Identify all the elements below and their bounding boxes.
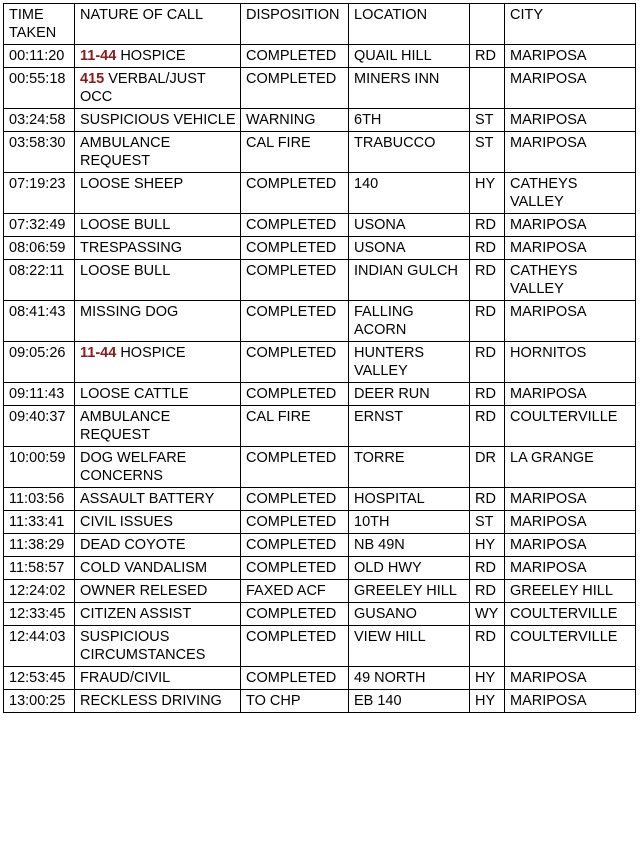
header-row (4, 4, 636, 45)
cell-nature-of-call (75, 580, 241, 603)
table-row (4, 690, 636, 713)
cell-location: FALLING ACORN (349, 301, 470, 342)
table-row (4, 109, 636, 132)
cell-nature-of-call (75, 342, 241, 383)
cell-location: HUNTERS VALLEY (349, 342, 470, 383)
cell-disposition: COMPLETED (241, 173, 349, 214)
cell-location: USONA (349, 237, 470, 260)
cell-street-suffix: RD (470, 406, 505, 447)
nature-text: CIVIL ISSUES (80, 514, 173, 530)
cell-street-suffix: WY (470, 603, 505, 626)
cell-time-taken: 08:06:59 (4, 237, 75, 260)
cell-time-taken: 11:38:29 (4, 534, 75, 557)
nature-text: MISSING DOG (80, 304, 179, 320)
cell-time-taken: 08:41:43 (4, 301, 75, 342)
table-row (4, 342, 636, 383)
cell-time-taken: 00:55:18 (4, 68, 75, 109)
cell-nature-of-call (75, 68, 241, 109)
cell-city: MARIPOSA (505, 109, 636, 132)
cell-street-suffix: DR (470, 447, 505, 488)
cell-city: MARIPOSA (505, 690, 636, 713)
cell-location: QUAIL HILL (349, 45, 470, 68)
table-row (4, 447, 636, 488)
table-row (4, 557, 636, 580)
nature-text: RECKLESS DRIVING (80, 693, 222, 709)
cell-city: LA GRANGE (505, 447, 636, 488)
call-log-table (3, 3, 636, 713)
nature-text: LOOSE SHEEP (80, 176, 184, 192)
cell-location: HOSPITAL (349, 488, 470, 511)
table-row (4, 626, 636, 667)
table-row (4, 511, 636, 534)
cell-disposition: WARNING (241, 109, 349, 132)
cell-disposition: FAXED ACF (241, 580, 349, 603)
cell-location: ERNST (349, 406, 470, 447)
call-code: 415 (80, 71, 105, 87)
cell-location: EB 140 (349, 690, 470, 713)
table-row (4, 237, 636, 260)
cell-disposition: COMPLETED (241, 447, 349, 488)
cell-location: OLD HWY (349, 557, 470, 580)
nature-text: VERBAL/JUST OCC (80, 71, 206, 105)
cell-street-suffix: RD (470, 580, 505, 603)
header-street-suffix (470, 4, 505, 45)
table-row (4, 260, 636, 301)
nature-text: LOOSE CATTLE (80, 386, 189, 402)
cell-disposition: COMPLETED (241, 383, 349, 406)
cell-nature-of-call (75, 45, 241, 68)
cell-disposition: COMPLETED (241, 603, 349, 626)
cell-disposition: COMPLETED (241, 626, 349, 667)
cell-location: 140 (349, 173, 470, 214)
cell-disposition: COMPLETED (241, 237, 349, 260)
cell-city: COULTERVILLE (505, 603, 636, 626)
table-row (4, 132, 636, 173)
table-row (4, 173, 636, 214)
cell-street-suffix (470, 68, 505, 109)
cell-street-suffix: RD (470, 301, 505, 342)
cell-street-suffix: HY (470, 690, 505, 713)
cell-street-suffix: RD (470, 260, 505, 301)
cell-street-suffix: RD (470, 45, 505, 68)
cell-street-suffix: HY (470, 667, 505, 690)
cell-location: DEER RUN (349, 383, 470, 406)
cell-location: TORRE (349, 447, 470, 488)
cell-location: GUSANO (349, 603, 470, 626)
nature-text: AMBULANCE REQUEST (80, 135, 171, 169)
cell-time-taken: 09:40:37 (4, 406, 75, 447)
cell-nature-of-call (75, 109, 241, 132)
cell-location: 6TH (349, 109, 470, 132)
nature-text: SUSPICIOUS VEHICLE (80, 112, 236, 128)
cell-nature-of-call (75, 173, 241, 214)
header-city: CITY (505, 4, 636, 45)
cell-location: 10TH (349, 511, 470, 534)
cell-nature-of-call (75, 603, 241, 626)
cell-city: MARIPOSA (505, 45, 636, 68)
cell-disposition: TO CHP (241, 690, 349, 713)
cell-city: MARIPOSA (505, 383, 636, 406)
cell-street-suffix: ST (470, 511, 505, 534)
cell-disposition: CAL FIRE (241, 406, 349, 447)
cell-nature-of-call (75, 447, 241, 488)
cell-location: NB 49N (349, 534, 470, 557)
cell-city: MARIPOSA (505, 511, 636, 534)
cell-city: MARIPOSA (505, 301, 636, 342)
cell-location: 49 NORTH (349, 667, 470, 690)
cell-nature-of-call (75, 214, 241, 237)
call-code: 11-44 (80, 345, 117, 361)
cell-nature-of-call (75, 132, 241, 173)
cell-disposition: COMPLETED (241, 511, 349, 534)
nature-text: LOOSE BULL (80, 217, 171, 233)
table-row (4, 301, 636, 342)
cell-time-taken: 12:33:45 (4, 603, 75, 626)
cell-nature-of-call (75, 667, 241, 690)
call-log-body (4, 45, 636, 713)
cell-disposition: COMPLETED (241, 534, 349, 557)
cell-time-taken: 11:03:56 (4, 488, 75, 511)
cell-disposition: COMPLETED (241, 342, 349, 383)
cell-nature-of-call (75, 260, 241, 301)
cell-disposition: COMPLETED (241, 301, 349, 342)
table-row (4, 68, 636, 109)
cell-location: GREELEY HILL (349, 580, 470, 603)
cell-city: MARIPOSA (505, 557, 636, 580)
table-row (4, 214, 636, 237)
cell-disposition: COMPLETED (241, 45, 349, 68)
cell-city: HORNITOS (505, 342, 636, 383)
cell-location: MINERS INN (349, 68, 470, 109)
header-time-taken: TIME TAKEN (4, 4, 75, 45)
cell-street-suffix: RD (470, 214, 505, 237)
cell-disposition: COMPLETED (241, 667, 349, 690)
table-row (4, 580, 636, 603)
nature-text: COLD VANDALISM (80, 560, 208, 576)
cell-location: USONA (349, 214, 470, 237)
cell-nature-of-call (75, 488, 241, 511)
cell-nature-of-call (75, 557, 241, 580)
call-code: 11-44 (80, 48, 117, 64)
cell-disposition: COMPLETED (241, 488, 349, 511)
table-row (4, 488, 636, 511)
cell-city: GREELEY HILL (505, 580, 636, 603)
header-nature-of-call: NATURE OF CALL (75, 4, 241, 45)
cell-city: CATHEYS VALLEY (505, 173, 636, 214)
cell-city: COULTERVILLE (505, 406, 636, 447)
nature-text: CITIZEN ASSIST (80, 606, 192, 622)
cell-street-suffix: RD (470, 237, 505, 260)
cell-street-suffix: RD (470, 557, 505, 580)
cell-nature-of-call (75, 511, 241, 534)
nature-text: ASSAULT BATTERY (80, 491, 215, 507)
cell-street-suffix: RD (470, 626, 505, 667)
cell-disposition: CAL FIRE (241, 132, 349, 173)
cell-street-suffix: HY (470, 173, 505, 214)
cell-nature-of-call (75, 406, 241, 447)
cell-time-taken: 09:05:26 (4, 342, 75, 383)
cell-city: MARIPOSA (505, 237, 636, 260)
nature-text: DEAD COYOTE (80, 537, 186, 553)
cell-nature-of-call (75, 534, 241, 557)
table-row (4, 534, 636, 557)
cell-disposition: COMPLETED (241, 557, 349, 580)
cell-nature-of-call (75, 626, 241, 667)
nature-text: DOG WELFARE CONCERNS (80, 450, 187, 484)
cell-location: VIEW HILL (349, 626, 470, 667)
cell-time-taken: 08:22:11 (4, 260, 75, 301)
cell-street-suffix: HY (470, 534, 505, 557)
cell-time-taken: 11:33:41 (4, 511, 75, 534)
cell-street-suffix: ST (470, 132, 505, 173)
nature-text: FRAUD/CIVIL (80, 670, 171, 686)
nature-text: LOOSE BULL (80, 263, 171, 279)
cell-city: COULTERVILLE (505, 626, 636, 667)
cell-city: MARIPOSA (505, 534, 636, 557)
cell-disposition: COMPLETED (241, 214, 349, 237)
cell-street-suffix: RD (470, 383, 505, 406)
cell-time-taken: 13:00:25 (4, 690, 75, 713)
cell-city: MARIPOSA (505, 667, 636, 690)
nature-text: OWNER RELESED (80, 583, 208, 599)
cell-street-suffix: RD (470, 342, 505, 383)
cell-city: MARIPOSA (505, 68, 636, 109)
cell-disposition: COMPLETED (241, 260, 349, 301)
cell-time-taken: 10:00:59 (4, 447, 75, 488)
cell-time-taken: 03:24:58 (4, 109, 75, 132)
nature-text: SUSPICIOUS CIRCUMSTANCES (80, 629, 206, 663)
table-row (4, 45, 636, 68)
cell-nature-of-call (75, 301, 241, 342)
cell-city: MARIPOSA (505, 214, 636, 237)
cell-time-taken: 12:53:45 (4, 667, 75, 690)
table-row (4, 603, 636, 626)
cell-time-taken: 11:58:57 (4, 557, 75, 580)
cell-street-suffix: ST (470, 109, 505, 132)
cell-disposition: COMPLETED (241, 68, 349, 109)
cell-time-taken: 12:24:02 (4, 580, 75, 603)
cell-time-taken: 12:44:03 (4, 626, 75, 667)
table-row (4, 406, 636, 447)
table-row (4, 667, 636, 690)
nature-text: AMBULANCE REQUEST (80, 409, 171, 443)
cell-nature-of-call (75, 383, 241, 406)
cell-city: CATHEYS VALLEY (505, 260, 636, 301)
cell-nature-of-call (75, 237, 241, 260)
cell-time-taken: 03:58:30 (4, 132, 75, 173)
cell-time-taken: 00:11:20 (4, 45, 75, 68)
nature-text: TRESPASSING (80, 240, 183, 256)
cell-location: TRABUCCO (349, 132, 470, 173)
cell-location: INDIAN GULCH (349, 260, 470, 301)
cell-nature-of-call (75, 690, 241, 713)
table-row (4, 383, 636, 406)
header-disposition: DISPOSITION (241, 4, 349, 45)
header-location: LOCATION (349, 4, 470, 45)
cell-street-suffix: RD (470, 488, 505, 511)
cell-time-taken: 07:19:23 (4, 173, 75, 214)
cell-city: MARIPOSA (505, 132, 636, 173)
cell-time-taken: 09:11:43 (4, 383, 75, 406)
nature-text: HOSPICE (120, 345, 186, 361)
cell-city: MARIPOSA (505, 488, 636, 511)
nature-text: HOSPICE (120, 48, 186, 64)
cell-time-taken: 07:32:49 (4, 214, 75, 237)
